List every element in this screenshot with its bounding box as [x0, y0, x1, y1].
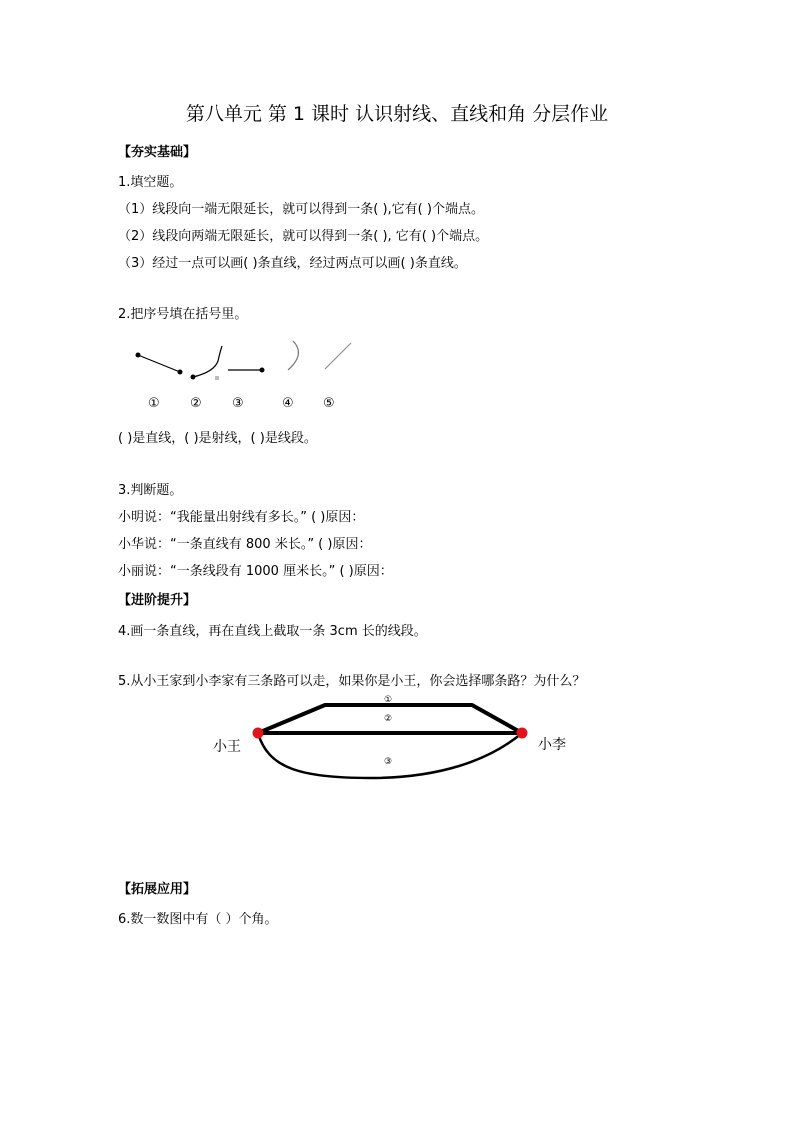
q1-line-3: （3）经过一点可以画( )条直线，经过两点可以画( )条直线。 — [118, 256, 467, 271]
route-2-label: ② — [384, 714, 393, 724]
section-extend: 【拓展应用】 — [118, 882, 197, 897]
figure-3-label: ③ — [232, 396, 244, 411]
figure-4-label: ④ — [282, 396, 294, 411]
q4-stem: 4.画一条直线，再在直线上截取一条 3cm 长的线段。 — [118, 624, 427, 639]
page-title: 第八单元 第 1 课时 认识射线、直线和角 分层作业 — [185, 103, 609, 125]
q1-stem: 1.填空题。 — [118, 175, 183, 190]
xiaowang-label: 小王 — [213, 739, 241, 755]
figure-2-label: ② — [190, 396, 202, 411]
q6-stem: 6.数一数图中有（ ）个角。 — [118, 912, 278, 927]
q1-line-2: （2）线段向两端无限延长，就可以得到一条( ), 它有( )个端点。 — [118, 229, 489, 244]
q3-line-2: 小华说：“一条直线有 800 米长。” ( )原因： — [118, 537, 372, 552]
route-1-label: ① — [384, 695, 393, 705]
q3-line-3: 小丽说：“一条线段有 1000 厘米长。” ( )原因： — [118, 564, 393, 579]
q2-answer: ( )是直线，( )是射线，( )是线段。 — [118, 431, 317, 446]
route-3-label: ③ — [384, 757, 393, 767]
section-advanced: 【进阶提升】 — [118, 593, 197, 608]
figure-1-label: ① — [148, 396, 160, 411]
route-3-path — [258, 733, 522, 778]
figure-5-label: ⑤ — [323, 396, 335, 411]
xiaoli-label: 小李 — [538, 737, 566, 753]
q1-line-1: （1）线段向一端无限延长，就可以得到一条( ),它有( )个端点。 — [118, 202, 484, 217]
q3-line-1: 小明说：“我能量出射线有多长。” ( )原因： — [118, 510, 365, 525]
xiaoli-home-dot — [517, 728, 528, 739]
section-basic: 【夯实基础】 — [118, 145, 197, 160]
xiaowang-home-dot — [253, 728, 264, 739]
q5-stem: 5.从小王家到小李家有三条路可以走，如果你是小王，你会选择哪条路？为什么？ — [118, 674, 586, 689]
q2-stem: 2.把序号填在括号里。 — [118, 307, 248, 322]
q3-stem: 3.判断题。 — [118, 483, 183, 498]
